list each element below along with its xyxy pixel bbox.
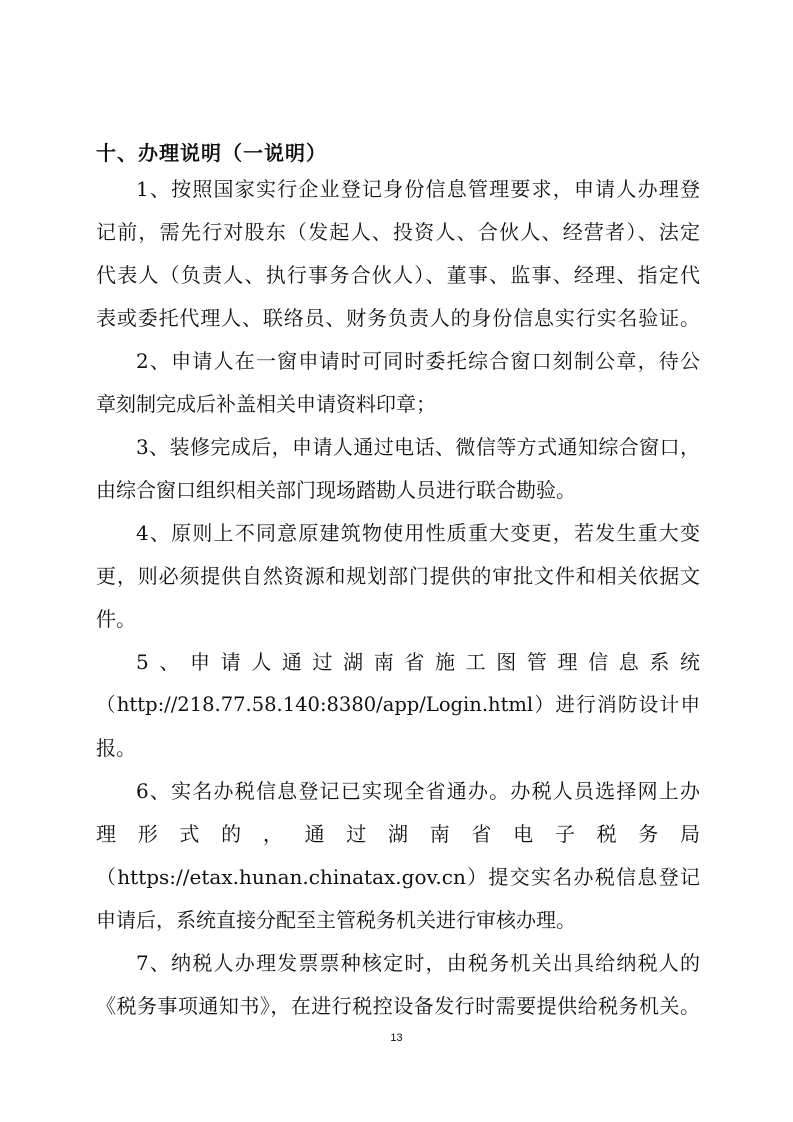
paragraph-line: 章刻制完成后补盖相关申请资料印章；: [96, 392, 436, 416]
paragraph-line: 《税务事项通知书》，在进行税控设备发行时需要提供给税务机关。: [96, 994, 700, 1018]
paragraph-url-line: （https://etax.hunan.chinatax.gov.cn）提交实名办税信息登记: [96, 865, 700, 889]
paragraph-line: 6、实名办税信息登记已实现全省通办。办税人员选择网上办: [136, 779, 700, 803]
paragraph-url-line: （http://218.77.58.140:8380/app/Login.html）进行消防设计申: [96, 693, 700, 716]
paragraph-line: 件。: [96, 607, 136, 631]
paragraph-line: 7、纳税人办理发票票种核定时，由税务机关出具给纳税人的: [136, 951, 700, 975]
paragraph-line: 报。: [96, 736, 136, 760]
page-number: 13: [390, 1032, 403, 1044]
paragraph-line: 记前，需先行对股东（发起人、投资人、合伙人、经营者）、法定: [96, 220, 700, 244]
paragraph-line: 3、装修完成后，申请人通过电话、微信等方式通知综合窗口，: [136, 435, 700, 459]
section-heading: 十、办理说明（一说明）: [96, 141, 327, 165]
paragraph-line: 由综合窗口组织相关部门现场踏勘人员进行联合勘验。: [96, 478, 576, 502]
paragraph-line: 5、申请人通过湖南省施工图管理信息系统: [136, 650, 700, 674]
paragraph-line: 表或委托代理人、联络员、财务负责人的身份信息实行实名验证。: [96, 306, 700, 330]
paragraph-line: 代表人（负责人、执行事务合伙人）、董事、监事、经理、指定代: [96, 263, 700, 287]
paragraph-line: 更，则必须提供自然资源和规划部门提供的审批文件和相关依据文: [96, 564, 700, 588]
paragraph-line: 2、申请人在一窗申请时可同时委托综合窗口刻制公章，待公: [136, 349, 700, 373]
paragraph-line: 理形式的，通过湖南省电子税务局: [96, 822, 700, 846]
paragraph-line: 1、按照国家实行企业登记身份信息管理要求，申请人办理登: [136, 177, 700, 201]
paragraph-line: 申请后，系统直接分配至主管税务机关进行审核办理。: [96, 908, 576, 932]
paragraph-line: 4、原则上不同意原建筑物使用性质重大变更，若发生重大变: [136, 521, 700, 545]
